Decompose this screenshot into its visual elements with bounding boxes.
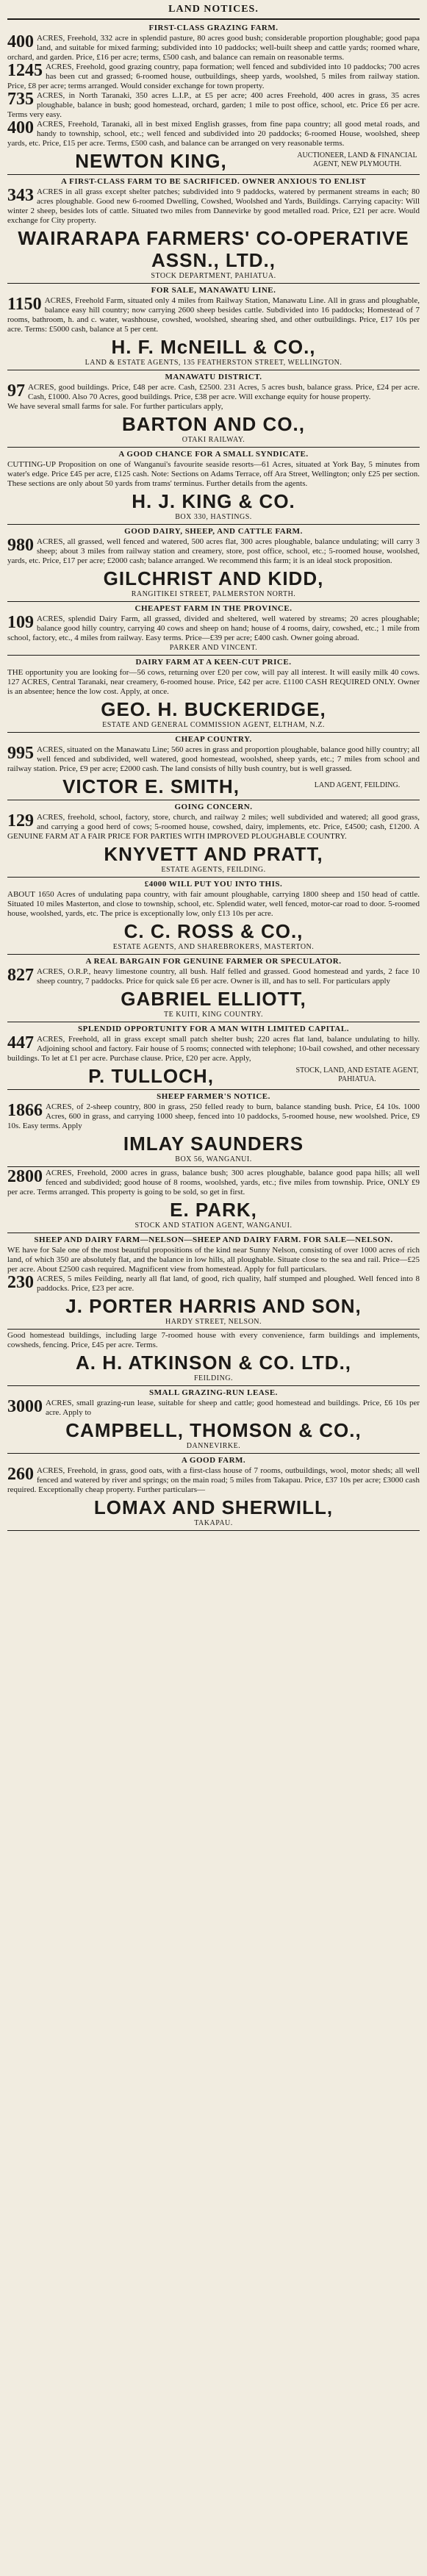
agent-details: STOCK, LAND, AND ESTATE AGENT, PAHIATUA. [295,1066,419,1083]
agent-name: BARTON AND CO., [122,413,305,435]
notice-heading: SMALL GRAZING-RUN LEASE. [149,1388,278,1397]
land-notice [7,284,420,370]
agent-address: ESTATE AGENTS, FEILDING. [161,866,266,874]
acreage-number: 109 [7,613,34,632]
acreage-number: 343 [7,186,34,205]
notice-heading: A GOOD FARM. [181,1456,246,1465]
notice-body [7,383,420,402]
land-notice [7,955,420,1022]
agent-address: ESTATE AND GENERAL COMMISSION AGENT, ELTHAM, N.Z. [102,721,325,729]
agent-address: BOX 56, WANGANUI. [175,1155,252,1163]
notice-heading: £4000 WILL PUT YOU INTO THIS. [144,880,283,889]
notice-body [7,1035,420,1063]
agent-name: P. TULLOCH, [88,1065,214,1087]
acreage-number: 260 [7,1465,34,1484]
notice-text: ACRES, in North Taranaki, 350 acres L.I.P., at £5 per acre; 400 acres Freehold, 400 acres in grass, 35 acres ploughable, balance in bush; good homestead, orchard, garden; 1 mile to post office, school, etc. Price £6 per acre. Terms very easy. [7,91,420,119]
agent-name: CAMPBELL, THOMSON & CO., [65,1419,362,1441]
notice-heading: A REAL BARGAIN FOR GENUINE FARMER OR SPECULATOR. [85,957,342,966]
notice-text: ACRES, Freehold, 2000 acres in grass, balance bush; 300 acres ploughable, balance good papa hills; all well fenced and subdivided; good house of 8 rooms, woolshed, yards, etc.; five miles from township. Price, ONLY £9 per acre. Terms arranged. This property is going to be sold, so get in first. [7,1169,420,1196]
notice-heading: CHEAP COUNTRY. [175,735,252,744]
land-notice [7,448,420,525]
agent-name: GILCHRIST AND KIDD, [103,567,324,589]
notice-heading: SPLENDID OPPORTUNITY FOR A MAN WITH LIMITED CAPITAL. [78,1025,349,1033]
agent-name: GEO. H. BUCKERIDGE, [101,698,326,720]
acreage-number: 1150 [7,295,42,314]
notice-body [7,813,420,842]
land-notice [7,878,420,955]
agent-address: ESTATE AGENTS, AND SHAREBROKERS, MASTERTON. [112,943,315,951]
acreage-number: 2800 [7,1167,43,1186]
notice-text: CUTTING-UP Proposition on one of Wanganui's favourite seaside resorts—61 Acres, situated at York Bay, 5 minutes from water's edge. Price £45 per acre, £125 cash. Note: Sections on Adams Terrace, off Ara Street, Wellington; only £25 per section. These sections are only about 50 yards from trams' terminus. Further details from the agents. [7,460,420,488]
agent-name: VICTOR E. SMITH, [62,775,240,797]
land-notice [7,602,420,656]
notice-heading: A FIRST-CLASS FARM TO BE SACRIFICED. OWNER ANXIOUS TO ENLIST [61,177,366,186]
notice-text: ACRES, Freehold, all in grass except small patch shelter bush; 220 acres flat land, balance undulating to hilly. Adjoining school and factory. Fair house of 5 rooms; connected with telephone; 10-bail cowshed, and other necessary buildings. To let at £1 per acre. Purchase clause. Price, £20 per acre. Apply, [7,1035,420,1063]
notice-text: ACRES, Freehold, 332 acre in splendid pasture, 80 acres good bush; considerable proportion ploughable; good papa land, and suitable for mixed farming; subdivided into 10 paddocks; well-built sheep and cattle yards; roomed whare, orchard, and garden. Price, £16 per acre; terms, £500 cash, and balance can remain on reasonable terms. [7,34,420,62]
agent-address: PARKER AND VINCENT. [169,644,258,652]
notice-heading: GOOD DAIRY, SHEEP, AND CATTLE FARM. [124,527,303,536]
agent-address: TE KUITI, KING COUNTRY. [164,1011,263,1019]
agent-address: RANGITIKEI STREET, PALMERSTON NORTH. [131,590,296,598]
acreage-number: 735 [7,90,34,109]
notice-body [7,296,420,334]
notice-text: ACRES, splendid Dairy Farm, all grassed, divided and sheltered, well watered by streams; 20 acres ploughable; balance good hilly country, carrying 40 cows and sheep on hand; house of 4 rooms, dairy, cowshed, etc.; 1 mile from school, factory, etc., 4 miles from railway. Easy terms. Price—£39 per acre; £400 cash. Owner going abroad. [7,614,420,642]
acreage-number: 230 [7,1273,34,1292]
acreage-number: 980 [7,536,34,555]
land-notice [7,1022,420,1090]
agent-name: C. C. ROSS & CO., [123,920,304,942]
notice-heading: FIRST-CLASS GRAZING FARM. [148,24,279,32]
agent-details: AUCTIONEER, LAND & FINANCIAL AGENT, NEW PLYMOUTH. [297,151,417,168]
notice-body [7,34,420,62]
land-notice [7,1386,420,1454]
notice-heading: GOING CONCERN. [174,803,253,811]
notice-text: ACRES, good buildings. Price, £48 per acre. Cash, £2500. 231 Acres, 5 acres bush, balance grass. Price, £24 per acre. Cash, £1000. Also 70 Acres, good buildings. Price, £38 per acre. Will exchange equity for house property. [28,383,420,401]
agent-name: GABRIEL ELLIOTT, [121,988,306,1010]
notice-heading: A GOOD CHANCE FOR A SMALL SYNDICATE. [118,450,309,459]
land-notice [7,1454,420,1531]
ads-column [7,21,420,1531]
notice-body [7,402,420,412]
notice-text: ABOUT 1650 Acres of undulating papa country, with fair amount ploughable, carrying 1800 sheep and 150 head of cattle. Situated 10 miles Masterton, and close to township, school, etc. Splendid water, well fenced, motor-car road to door. 5-roomed house, woolshed, yards, etc. The price is exceptionally low, only £13 10s per acre. [7,890,420,918]
notice-text: ACRES, O.R.P., heavy limestone country, all bush. Half felled and grassed. Good homestead and yards, 2 face 10 sheep country, 7 paddocks. Price for quick sale £6 per acre. Owner is ill, and has to sell. For particulars apply [37,967,420,986]
notice-text: ACRES in all grass except shelter patches; subdivided into 9 paddocks, watered by permanent streams in each; 80 acres ploughable. Good new 6-roomed Dwelling, Cowshed, Woolshed and Yards, Buildings. Carrying capacity: Will winter 2 sheep, besides lots of cattle. Situated two miles from Dannevirke by good metalled road. Price, £21 per acre. Would exchange for City property. [7,187,420,225]
notice-heading: MANAWATU DISTRICT. [165,373,262,381]
land-notices-page [7,0,420,1531]
notice-body [7,62,420,91]
notice-text: ACRES, freehold, school, factory, store, church, and railway 2 miles; well subdivided and watered; all good grass, and carrying a good herd of cows; 5-roomed house, cowshed, dairy, implements, etc. Price, £4500; cash, £1200. A GENUINE FARM AT A FAIR PRICE FOR PARTIES WITH IMPROVED PLOUGHABLE COUNTRY. [7,813,420,841]
agent-address: OTAKI RAILWAY. [182,436,245,444]
acreage-number: 1866 [7,1101,43,1120]
notice-heading: FOR SALE, MANAWATU LINE. [151,286,276,295]
land-notice [7,175,420,284]
acreage-number: 400 [7,118,34,137]
acreage-number: 995 [7,744,34,763]
agent-address: DANNEVIRKE. [186,1442,241,1450]
agent-name: LOMAX AND SHERWILL, [93,1496,334,1518]
notice-body [7,91,420,120]
notice-body [7,1331,420,1350]
notice-body [7,1169,420,1197]
land-notice [7,21,420,175]
notice-body [7,1466,420,1495]
land-notice [7,525,420,602]
land-notice [7,733,420,800]
acreage-number: 400 [7,32,34,51]
notice-body [7,668,420,697]
agent-name: J. PORTER HARRIS AND SON, [65,1295,362,1317]
land-notice [7,656,420,733]
agent-name: H. F. McNEILL & CO., [111,336,316,358]
notice-heading: SHEEP AND DAIRY FARM—NELSON—SHEEP AND DAIRY FARM. FOR SALE—NELSON. [34,1235,393,1244]
notice-text: ACRES, Freehold, in grass, good oats, with a first-class house of 7 rooms, outbuildings, wool, motor sheds; all well fenced and watered by river and springs; on the main road; 5 miles from Takapau. Price, £37 10s per acre; £3000 cash required. Exceptionally cheap property. Further particulars— [7,1466,420,1494]
notice-heading: SHEEP FARMER'S NOTICE. [157,1092,270,1101]
agent-address: LAND & ESTATE AGENTS, 135 FEATHERSTON STREET, WELLINGTON. [85,359,342,367]
agent-name: E. PARK, [170,1199,257,1221]
notice-body [7,1102,420,1131]
notice-text: ACRES, situated on the Manawatu Line; 560 acres in grass and proportion ploughable, balance good hilly country; all well fenced and subdivided, well watered, good homestead, woolshed, sheep yards, etc.; 7 miles from school and railway station. Price, £9 per acre; £2000 cash. The land consists of hilly bush country, but is well grassed. [7,745,420,773]
land-notice [7,1330,420,1386]
notice-text: ACRES, all grassed, well fenced and watered, 500 acres flat, 300 acres ploughable, balance undulating; will carry 3 sheep; about 3 miles from railway station and creamery, store, post office, school, etc.; 5-roomed house, woolshed, yards, etc. Price, £17 per acre; £2000 cash; balance arranged. We recommend this farm; it is an ideal stock proposition. [7,537,420,565]
notice-heading: DAIRY FARM AT A KEEN-CUT PRICE. [135,658,292,667]
agent-name: WAIRARAPA FARMERS' CO-OPERATIVE ASSN., LTD., [18,227,409,271]
agent-name: H. J. KING & CO. [132,490,295,512]
notice-body [7,537,420,566]
agent-address: BOX 330, HASTINGS. [175,513,252,521]
notice-text: We have several small farms for sale. For further particulars apply, [7,402,223,411]
notice-text: THE opportunity you are looking for—56 cows, returning over £20 per cow, will pay all interest. It will easily milk 40 cows. 127 ACRES, Central Taranaki, near creamery, 6-roomed house. Price, £42 per acre. £1100 CASH REQUIRED ONLY. Owner is an absentee; hence the low cost. Apply, at once. [7,668,420,696]
acreage-number: 447 [7,1033,34,1052]
agent-address: STOCK AND STATION AGENT, WANGANUI. [134,1221,293,1230]
notice-body [7,1246,420,1274]
agent-name: KNYVETT AND PRATT, [104,843,323,865]
land-notice [7,800,420,878]
notice-text: ACRES, 5 miles Feilding, nearly all flat land, of good, rich quality, half stumped and ploughed. Well fenced into 8 paddocks. Price, £23 per acre. [37,1274,420,1293]
notice-text: ACRES, small grazing-run lease, suitable for sheep and cattle; good homestead and buildings. Price, £6 10s per acre. Apply to [46,1399,420,1417]
agent-details: LAND AGENT, FEILDING. [314,781,401,789]
agent-name: IMLAY SAUNDERS [123,1133,304,1155]
masthead: LAND NOTICES. [7,1,420,20]
notice-text: ACRES, Freehold Farm, situated only 4 miles from Railway Station, Manawatu Line. All in grass and ploughable, balance easy hill country; now carrying 2600 sheep besides cattle. Subdivided into 16 paddocks; Homestead of 7 rooms, bathroom, h. and c. water, washhouse, cowshed, woolshed, shearing shed, and other outbuildings. Price, £17 10s per acre. Terms: £5000 cash, balance at 5 per cent. [7,296,420,334]
land-notice [7,370,420,448]
notice-heading: CHEAPEST FARM IN THE PROVINCE. [134,604,293,613]
land-notice [7,1233,420,1330]
notice-body [7,120,420,148]
acreage-number: 1245 [7,61,43,80]
agent-address: TAKAPAU. [194,1519,233,1527]
land-notice [7,1090,420,1167]
land-notice [7,1167,420,1233]
notice-body [7,890,420,919]
acreage-number: 129 [7,811,34,830]
agent-address: HARDY STREET, NELSON. [165,1318,262,1326]
notice-text: ACRES, Freehold, good grazing country, papa formation; well fenced and subdivided into 10 paddocks; 700 acres has been cut and grassed; 6-roomed house, outbuildings, sheep yards, woolshed, 5 miles from railway station. Price, £8 per acre; terms arranged. Would consider exchange for town property. [7,62,420,90]
agent-name: A. H. ATKINSON & CO. LTD., [75,1352,352,1374]
agent-address: STOCK DEPARTMENT, PAHIATUA. [151,272,276,280]
acreage-number: 3000 [7,1397,43,1416]
notice-text: ACRES, Freehold, Taranaki, all in best mixed English grasses, from fine papa country; all good metal roads, and handy to township, school, etc.; well fenced and subdivided into 20 paddocks; 6-roomed House, woolshed, sheep yards, etc. Price, £15 per acre. Terms, £500 cash, and balance can be arranged on very reasonable terms. [7,120,420,148]
notice-body [7,460,420,489]
notice-body [7,1274,420,1294]
acreage-number: 97 [7,381,25,401]
notice-text: WE have for Sale one of the most beautiful propositions of the kind near Sunny Nelson, consisting of over 1000 acres of rich land, of which 350 are absolutely flat, and the balance in low hills, all ploughable. Situate close to the sea and rail. Price—£25 per acre. About £2500 cash required. Magnificent view from homestead. Apply for full particulars. [7,1246,420,1274]
notice-body [7,614,420,643]
agent-name: NEWTON KING, [75,150,227,172]
notice-body [7,745,420,774]
notice-text: Good homestead buildings, including large 7-roomed house with every convenience, farm buildings and implements, cowsheds, fencing. Price, £45 per acre. Terms. [7,1331,420,1349]
notice-text: ACRES, of 2-sheep country, 800 in grass, 250 felled ready to burn, balance standing bush. Price, £4 10s. 1000 Acres, 600 in grass, and carrying 1000 sheep, fenced into 10 paddocks, 5-roomed house, new woolshed. Price, £9 10s. Easy terms. Apply [7,1102,420,1130]
agent-address: FEILDING. [193,1374,234,1382]
acreage-number: 827 [7,966,34,985]
notice-body [7,967,420,986]
notice-body [7,187,420,226]
notice-body [7,1399,420,1418]
